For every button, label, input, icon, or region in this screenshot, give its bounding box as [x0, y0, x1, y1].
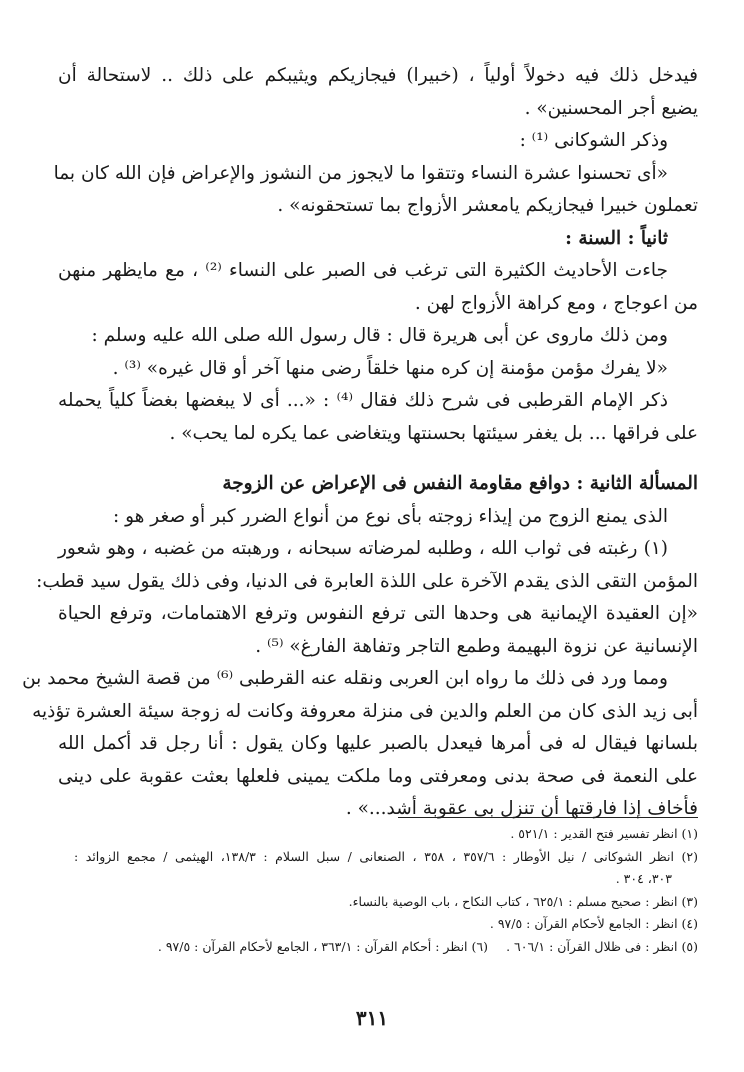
footnote-4: (٤) انظر : الجامع لأحكام القرآن : ٩٧/٥ .	[489, 916, 698, 931]
quote-line: «إن العقيدة الإيمانية هى وحدها التى ترفع النفوس وترفع الاهتمامات، وترفع الحياة	[58, 603, 698, 624]
body-line: ومن ذلك ماروى عن أبى هريرة قال : قال رسول الله صلى الله عليه وسلم :	[91, 325, 668, 346]
hadith-quote: «لا يفرك مؤمن مؤمنة إن كره منها خلقاً رضى منها آخر أو قال غيره» ⁽³⁾ .	[112, 357, 668, 379]
body-line: ذكر الإمام القرطبى فى شرح ذلك فقال ⁽⁴⁾ : «... أى لا يبغضها بغضاً كلياً يحمله	[58, 390, 668, 411]
body-line: بلسانها فيقال له فى أمرها فيعدل بالصبر عليها وكان يقول : أنا رجل قد أكمل الله	[58, 733, 698, 754]
body-line: الذى يمنع الزوج من إيذاء زوجته بأى نوع من أنواع الضرر كبر أو صغر هو :	[113, 505, 668, 527]
footnote-6: (٦) انظر : أحكام القرآن : ٣٦٣/١ ، الجامع لأحكام القرآن : ٩٧/٥ .	[157, 938, 488, 954]
body-line: يضيع أجر المحسنين» .	[524, 97, 698, 119]
page-body	[22, 60, 698, 826]
body-line: ومما ورد فى ذلك ما رواه ابن العربى ونقله عنه القرطبى ⁽⁶⁾ من قصة الشيخ محمد بن	[22, 668, 668, 689]
quote-line: «أى تحسنوا عشرة النساء وتتقوا ما لايجوز من النشوز والإعراض فإن الله كان بما	[53, 162, 668, 184]
quote-line: تعملون خبيرا فيجازيكم يامعشر الأزواج بما تستحقونه» .	[277, 195, 698, 216]
footnote-5-6-row	[74, 936, 698, 959]
footnote-divider	[398, 817, 698, 818]
body-line: على فراقها ... بل يغفر سيئتها بحسنتها ويتغاضى عما يكره لما يحب» .	[169, 422, 698, 444]
footnote-5: (٥) انظر : فى ظلال القرآن : ٦٠٦/١ .	[506, 938, 698, 954]
footnote-2: (٢) انظر الشوكانى / نيل الأوطار : ٣٥٧/٦ ، ٣٥٨ ، الصنعانى / سبل السلام : ١٣٨/٣، الهيثمى / مجمع الزوائد :	[74, 848, 699, 864]
body-line: المؤمن التقى الذى يقدم الآخرة على اللذة العابرة فى الدنيا، وفى ذلك يقول سيد قطب:	[36, 570, 698, 592]
footnote-3: (٣) انظر : صحيح مسلم : ٦٢٥/١ ، كتاب النكاح ، باب الوصية بالنساء.	[348, 893, 698, 909]
footnote-1: (١) انظر تفسير فتح القدير : ٥٢١/١ .	[510, 826, 698, 841]
body-line: (١) رغبته فى ثواب الله ، وطلبه لمرضاته سبحانه ، ورهبته من غضبه ، وهو شعور	[58, 538, 668, 559]
page-number: ٣١١	[355, 1006, 389, 1030]
footnotes	[74, 823, 698, 958]
body-line: على النعمة فى صحة بدنى ومعرفتى وما ملكت يمينى فلعلها بعثت عقوبة على دينى	[58, 765, 698, 787]
body-line: أبى زيد الذى كان من العلم والدين فى منزلة معروفة وكانت له زوجة سيئة العشرة تؤذيه	[32, 700, 698, 722]
section-heading-sunnah: ثانياً : السنة :	[565, 227, 668, 249]
quote-line: الإنسانية عن نزوة البهيمة وطمع التاجر وتفاهة الفارغ» ⁽⁵⁾ .	[255, 635, 698, 657]
body-line: فيدخل ذلك فيه دخولاً أولياً ، (خبيرا) فيجازيكم ويثيبكم على ذلك .. لاستحالة أن	[58, 65, 698, 86]
body-line: جاءت الأحاديث الكثيرة التى ترغب فى الصبر على النساء ⁽²⁾ ، مع مايظهر منهن	[58, 260, 668, 281]
footnote-2-continued: ٣٠٣، ٣٠٤ .	[615, 871, 672, 886]
body-line: وذكر الشوكانى ⁽¹⁾ :	[519, 130, 668, 151]
body-line: فأخاف إذا فارقتها أن تنزل بى عقوبة أشد...» .	[345, 798, 698, 819]
body-line: من اعوجاج ، ومع كراهة الأزواج لهن .	[414, 292, 698, 314]
section-heading-issue-two: المسألة الثانية : دوافع مقاومة النفس فى الإعراض عن الزوجة	[222, 473, 698, 494]
